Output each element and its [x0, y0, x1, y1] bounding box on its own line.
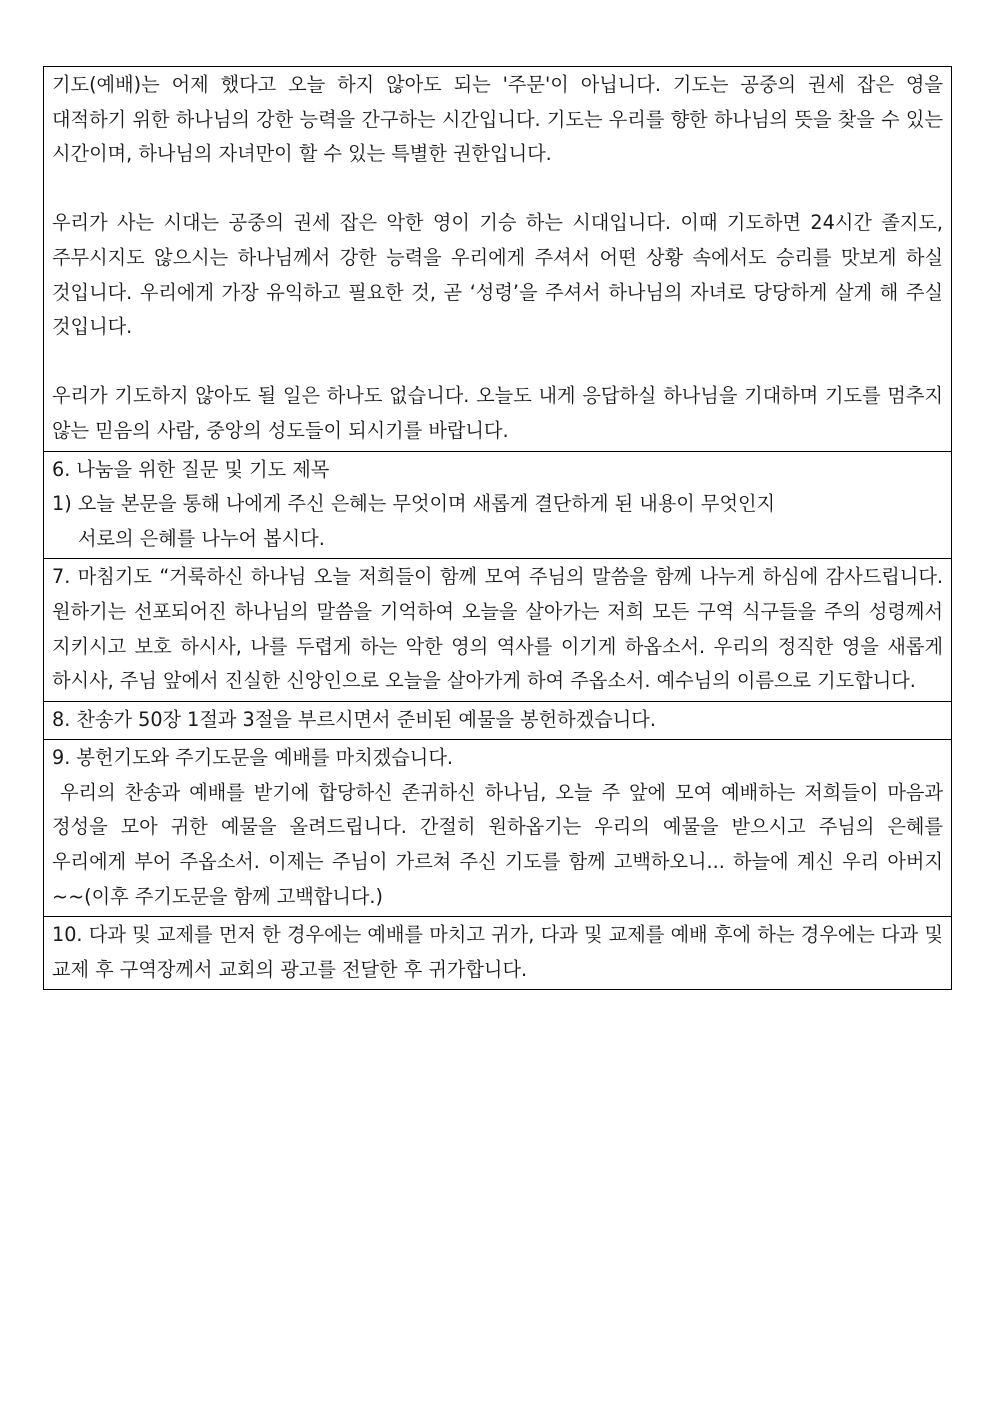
cell-sermon-conclusion [44, 67, 952, 452]
sharing-question-line-2: 서로의 은혜를 나누어 봅시다. [78, 526, 325, 550]
cell-closing-prayer [44, 559, 952, 701]
row-sermon-conclusion [44, 67, 952, 452]
paragraph-spacer [52, 345, 943, 380]
fellowship-text: 10. 다과 및 교제를 먼저 한 경우에는 예배를 마치고 귀가, 다과 및 교제를 예배 후에 하는 경우에는 다과 및 교제 후 구역장께서 교회의 광고를 전달한 후 귀가합니다. [52, 923, 943, 981]
row-offering-prayer [44, 740, 952, 917]
row-hymn [44, 701, 952, 740]
cell-hymn [44, 701, 952, 740]
row-closing-prayer [44, 559, 952, 701]
sermon-paragraph-1: 기도(예배)는 어제 했다고 오늘 하지 않아도 되는 '주문'이 아닙니다. 기도는 공중의 권세 잡은 영을 대적하기 위한 하나님의 강한 능력을 간구하는 시간입니다. 기도는 우리를 향한 하나님의 뜻을 찾을 수 있는 시간이며, 하나님의 자녀만이 할 수 있는 특별한 권한입니다. [52, 73, 943, 166]
cell-offering-prayer [44, 740, 952, 917]
cell-sharing-questions [44, 451, 952, 559]
sermon-paragraph-2: 우리가 사는 시대는 공중의 권세 잡은 악한 영이 기승 하는 시대입니다. 이때 기도하면 24시간 졸지도, 주무시지도 않으시는 하나님께서 강한 능력을 우리에게 주셔서 어떤 상황 속에서도 승리를 맛보게 하실 것입니다. 우리에게 가장 유익하고 필요한 것, 곧 ‘성령’을 주셔서 하나님의 자녀로 당당하게 살게 해 주실 것입니다. [52, 211, 943, 339]
closing-prayer-text: 7. 마침기도 “거룩하신 하나님 오늘 저희들이 함께 모여 주님의 말씀을 함께 나누게 하심에 감사드립니다. 원하기는 선포되어진 하나님의 말씀을 기억하여 오늘을 살아가는 저희 모든 구역 식구들을 주의 성령께서 지키시고 보호 하시사, 나를 두렵게 하는 악한 영의 역사를 이기게 하옵소서. 우리의 정직한 영을 새롭게 하시사, 주님 앞에서 진실한 신앙인으로 오늘을 살아가게 하여 주옵소서. 예수님의 이름으로 기도합니다. [52, 565, 943, 693]
sharing-question-line-1: 1) 오늘 본문을 통해 나에게 주신 은혜는 무엇이며 새롭게 결단하게 된 내용이 무엇인지 [52, 492, 776, 516]
row-sharing-questions [44, 451, 952, 559]
worship-guide-table [43, 66, 952, 990]
offering-heading: 9. 봉헌기도와 주기도문을 예배를 마치겠습니다. [52, 746, 453, 770]
hymn-text: 8. 찬송가 50장 1절과 3절을 부르시면서 준비된 예물을 봉헌하겠습니다. [52, 707, 656, 731]
offering-prayer-text: 우리의 찬송과 예배를 받기에 합당하신 존귀하신 하나님, 오늘 주 앞에 모여 예배하는 저희들이 마음과 정성을 모아 귀한 예물을 올려드립니다. 간절히 원하옵기는 우리의 예물을 받으시고 주님의 은혜를 우리에게 부어 주옵소서. 이제는 주님이 가르쳐 주신 기도를 함께 고백하오니... 하늘에 계신 우리 아버지~~(이후 주기도문을 함께 고백합니다.) [52, 780, 943, 908]
sharing-heading: 6. 나눔을 위한 질문 및 기도 제목 [52, 457, 330, 481]
row-fellowship [44, 917, 952, 990]
sermon-paragraph-3: 우리가 기도하지 않아도 될 일은 하나도 없습니다. 오늘도 내게 응답하실 하나님을 기대하며 기도를 멈추지 않는 믿음의 사람, 중앙의 성도들이 되시기를 바랍니다. [52, 384, 943, 442]
cell-fellowship [44, 917, 952, 990]
paragraph-spacer [52, 172, 943, 207]
